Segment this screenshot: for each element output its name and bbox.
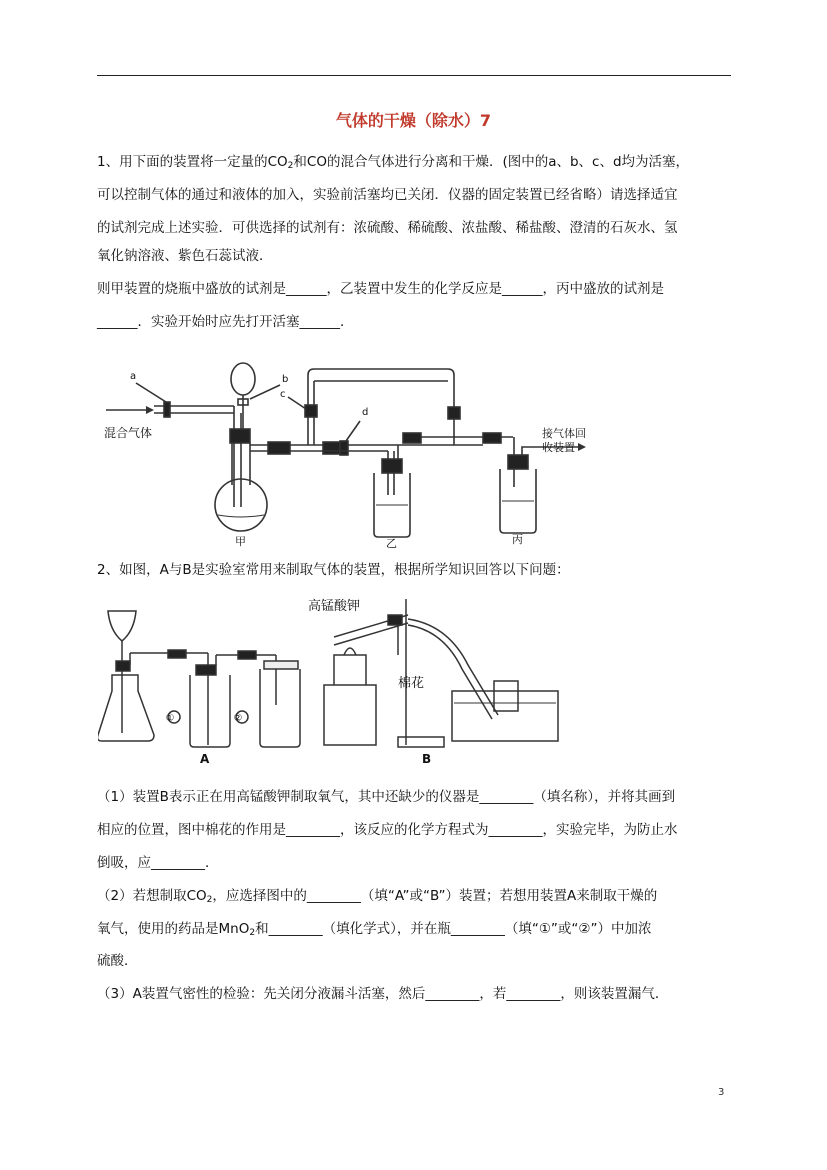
bottle-1-marker: ①	[165, 713, 175, 724]
page-number: 3	[718, 1087, 725, 1098]
q1-line-3: 的试剂完成上述实验．可供选择的试剂有：浓硫酸、稀硫酸、浓盐酸、稀盐酸、澄清的石灰水、氢	[97, 220, 678, 236]
outlet-label-line1: 接气体回	[542, 427, 586, 440]
bottle-2-marker: ②	[233, 713, 243, 724]
q2-part2-line2: 氧气，使用的药品是MnO$_2$和________（填化学式），并在瓶________（填“①”或“②”）中加浓	[97, 921, 652, 938]
q1-line-4: 氧化钠溶液、紫色石蕊试液．	[97, 248, 273, 264]
q1-line-6: ______．实验开始时应先打开活塞______．	[97, 314, 354, 330]
stopcock-d-label: d	[362, 407, 369, 418]
figure-gas-separation-apparatus	[98, 347, 608, 549]
q1-line-1: 1、用下面的装置将一定量的$CO_2$和CO的混合气体进行分离和干燥．(图中的a、b、c、d均为活塞，	[97, 154, 690, 171]
stopcock-a-label: a	[130, 371, 137, 382]
q1-line-2: 可以控制气体的通过和液体的加入，实验前活塞均已关闭．仪器的固定装置已经省略）请选择适宜	[97, 187, 678, 203]
apparatus-b-label: B	[422, 752, 432, 766]
figure-apparatus-a-b	[98, 595, 578, 770]
q2-intro: 2、如图，A与B是实验室常用来制取气体的装置，根据所学知识回答以下问题：	[97, 562, 570, 578]
apparatus-a-label: A	[200, 752, 210, 766]
cotton-label: 棉花	[398, 676, 425, 691]
stopcock-c-label: c	[280, 389, 286, 400]
q2-part1-line2: 相应的位置，图中棉花的作用是________，该反应的化学方程式为________，实验完毕，为防止水	[97, 822, 678, 838]
q1-line-5: 则甲装置的烧瓶中盛放的试剂是______，乙装置中发生的化学反应是______，丙中盛放的试剂是	[97, 281, 664, 297]
apparatus-bing-label: 丙	[512, 533, 523, 546]
apparatus-yi-label: 乙	[386, 537, 397, 549]
q2-part2-line1: （2）若想制取$CO_2$，应选择图中的________（填“A”或“B”）装置；若想用装置A来制取干燥的	[97, 888, 658, 905]
stopcock-b-label: b	[282, 374, 289, 385]
header-rule	[97, 75, 731, 76]
q2-part2-line3: 硫酸．	[97, 953, 138, 969]
q2-part3-line1: （3）A装置气密性的检验：先关闭分液漏斗活塞，然后________，若________，则该装置漏气．	[97, 986, 669, 1002]
q2-part1-line1: （1）装置B表示正在用高锰酸钾制取氧气，其中还缺少的仪器是________（填名称），并将其画到	[97, 789, 676, 805]
q2-part1-line3: 倒吸，应________．	[97, 855, 219, 871]
apparatus-jia-label: 甲	[235, 535, 246, 548]
inlet-gas-label: 混合气体	[104, 426, 153, 440]
page-title: 气体的干燥（除水）7	[335, 111, 492, 130]
outlet-label-line2: 收装置	[542, 441, 575, 454]
kmno4-label: 高锰酸钾	[308, 599, 361, 614]
